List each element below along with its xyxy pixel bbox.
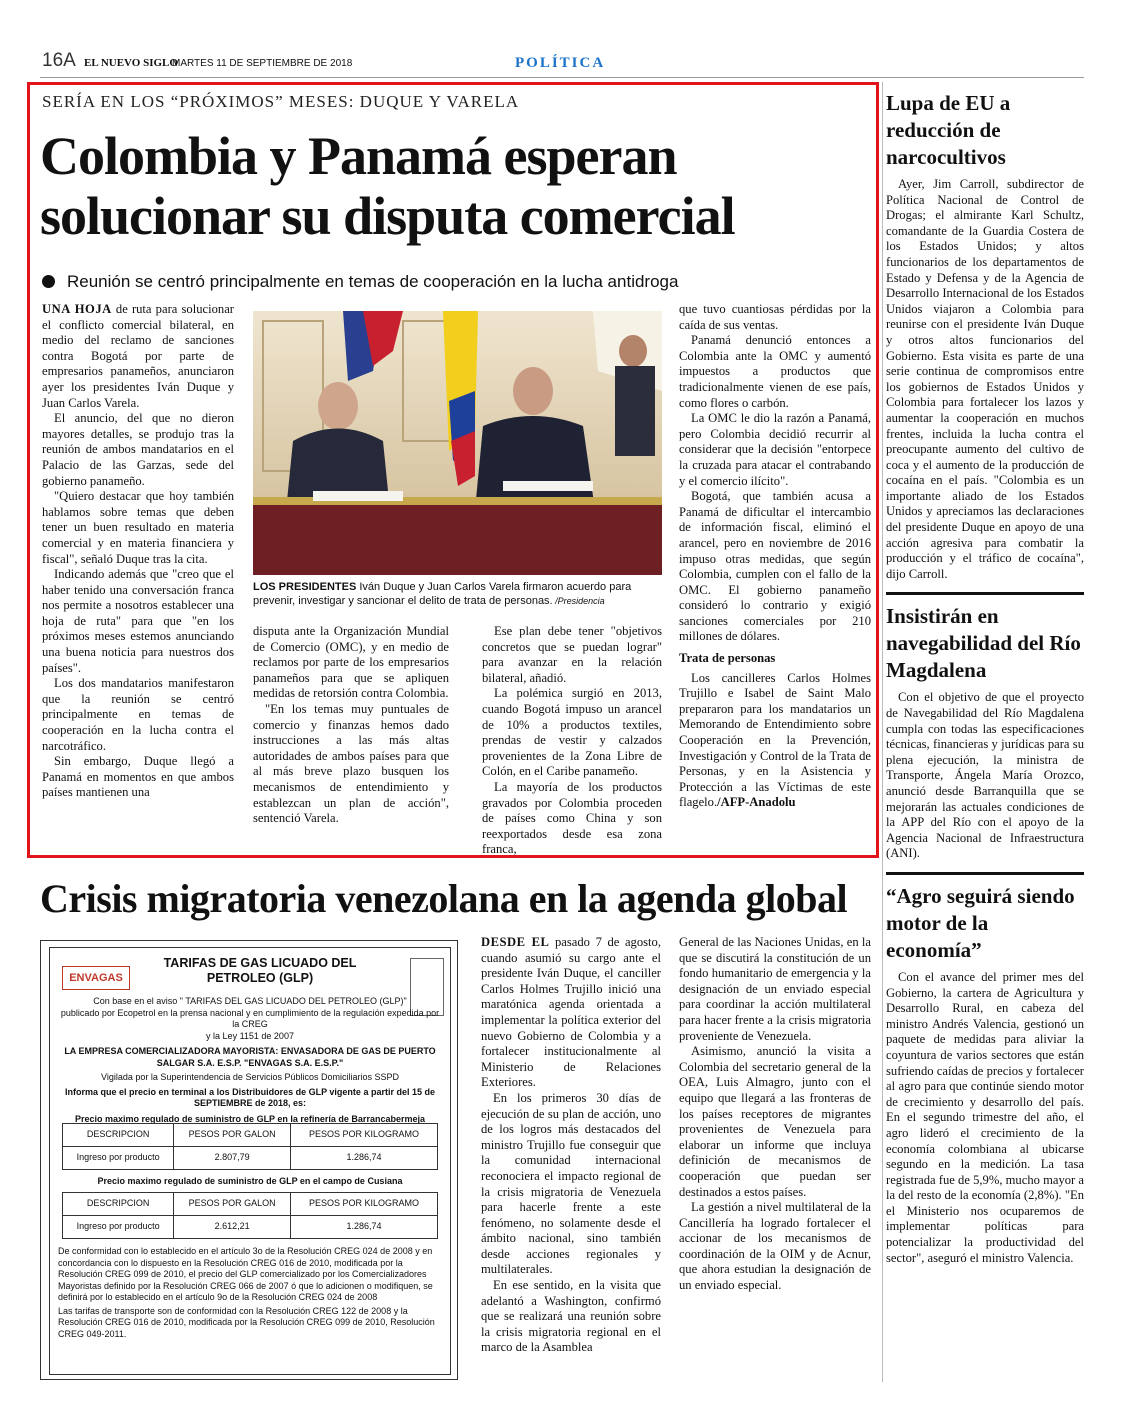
table-cell: 1.286,74	[290, 1216, 437, 1239]
col3-paragraph: La polémica surgió en 2013, cuando Bogotá impuso un arancel de 10% a productos textiles, prendas de vestir y calzados provenientes de la Zona Libre de Colón, en el Caribe panameño.	[482, 686, 662, 779]
sidebar-rule	[886, 592, 1084, 595]
col4-paragraph: La OMC le dio la razón a Panamá, pero Colombia decidió recurrir al considerar que la decisión "entorpece la cruzada para atacar el contrabando y el comercio ilícito".	[679, 411, 871, 488]
ad-footnotes: De conformidad con lo establecido en el artículo 3o de la Resolución CREG 024 de 2008 y en concordancia con lo dispuesto en la Resolución CREG 016 de 2010, modificada por la Resolución CREG 099 de 2010, el precio del GLP comercializado por los Comercializadores Mayoristas definido por la Resolución CREG 066 de 2007 ó que lo adicionen o modifiquen, se definirá por lo establecido en el artículo 9o de la Resolución CREG 024 de 2008 Las tarifas de transporte son de conformidad con la Resolución CREG 122 de 2008 y la Resolución CREG 016 de 2010, modificada por la Resolución CREG 099 de 2010, Resolución CREG 049-2011.	[58, 1246, 435, 1339]
sidebar-headline-3: “Agro seguirá siendo motor de la economía”	[886, 883, 1075, 962]
col3-paragraph: Ese plan debe tener "objetivos concretos que se puedan lograr" para avanzar en la relación bilateral, añadió.	[482, 624, 662, 685]
second-paragraph: En ese sentido, en la visita que adelantó a Washington, confirmó que se realizará una reunión sobre la crisis migratoria regional en el marco de la Asamblea	[481, 1278, 661, 1355]
col2-paragraph: disputa ante la Organización Mundial de Comercio (OMC), y en medio de reclamos por parte de los empresarios panameños para que se apliquen medidas de retorsión contra Colombia.	[253, 624, 449, 701]
col2-paragraph: "En los temas muy puntuales de comercio y finanzas hemos dado instrucciones a las más altas autoridades de ambos países para que al más breve plazo busquen los mecanismos de entendimiento y establezcan un plan de acción", sentenció Varela.	[253, 701, 449, 826]
sidebar-body-3: Con el avance del primer mes del Gobierno, la cartera de Agricultura y Desarrollo Rural, en cabeza del ministro Andrés Valencia, gestionó un paquete de medidas para aliviar la coyuntura de varios sectores que están sufriendo caídas de precios y fortalecer al agro para que continúe siendo motor de crecimiento y desarrollo del país. En el segundo trimestre del año, el agro lideró el crecimiento de la economía colombiana al ubicarse segundo en la medición. La tasa registrada fue de 5,9%, mucho mayor a la del resto de la economía (2,8%). "En el Ministerio nos ocuparemos de implementar políticas para potencializar la productividad del sector", aseguró el ministro Valencia.	[886, 969, 1084, 1265]
col4-paragraph: Los cancilleres Carlos Holmes Trujillo e Isabel de Saint Malo prepararon para los mandatarios un Memorando de Entendimiento sobre Cooperación en la Prevención, Investigación y Control de la Trata de Personas, y en la Asistencia y Protección a las Víctimas de este flagelo./AFP-Anadolu	[679, 670, 871, 810]
price-table-2	[62, 1192, 438, 1239]
col1-paragraph: Indicando además que "creo que el haber tenido una conversación franca nos permite a nosotros establecer una hoja de ruta" para que "en los próximos meses estemos anunciando una buena noticia para nuestros dos países".	[42, 567, 234, 675]
kicker: SERÍA EN LOS “PRÓXIMOS” MESES: DUQUE Y VARELA	[42, 92, 520, 111]
sidebar	[886, 90, 1084, 1266]
main-col-2	[253, 624, 449, 827]
lead-words: DESDE EL	[481, 935, 550, 949]
gas-tariff-ad	[40, 940, 458, 1380]
news-photo	[253, 311, 662, 575]
agency-credit: /AFP-Anadolu	[717, 795, 796, 810]
col4-paragraph: Bogotá, que también acusa a Panamá de dificultar el intercambio de información fiscal, eliminó el arancel, pero en noviembre de 2016 impuso otras medidas, que según Colombia, cumplen con el fallo de la OMC. El gobierno panameño consideró lo contrario y exigió sanciones comerciales por 210 millones de dólares.	[679, 489, 871, 644]
col4-paragraph: Panamá denunció entonces a Colombia ante la OMC y aumentó impuestos a productos que tradicionalmente vienen de ese país, como flores o carbón.	[679, 333, 871, 410]
col4-paragraph: que tuvo cuantiosas pérdidas por la caída de sus ventas.	[679, 302, 871, 332]
table-cell: 2.807,79	[174, 1147, 291, 1170]
sidebar-rule	[886, 872, 1084, 875]
main-col-1	[42, 302, 234, 801]
col1-paragraph: Sin embargo, Duque llegó a Panamá en momentos en que ambos países mantienen una	[42, 754, 234, 800]
ad-title: TARIFAS DE GAS LICUADO DEL PETROLEO (GLP)	[163, 956, 357, 985]
sidebar-divider	[882, 82, 883, 1382]
sidebar-headline-2: Insistirán en navegabilidad del Río Magdalena	[886, 604, 1081, 683]
lead-words: UNA HOJA	[42, 302, 112, 316]
table-cell: Ingreso por producto	[63, 1147, 174, 1170]
page-number: 16A	[42, 50, 76, 71]
envagas-logo: ENVAGAS	[62, 966, 130, 990]
table-cell: 1.286,74	[290, 1147, 437, 1170]
sidebar-body-2: Con el objetivo de que el proyecto de Navegabilidad del Río Magdalena cumpla con todas las especificaciones técnicas, financieras y jurídicas para su plena ejecución, la ministra de Transporte, Ángela María Orozco, anunció desde Barranquilla que se mejorarán las actuales condiciones de la APP del Río con el apoyo de la Agencia Nacional de Infraestructura (ANI).	[886, 690, 1084, 861]
col-header: PESOS POR KILOGRAMO	[290, 1193, 437, 1216]
second-headline: Crisis migratoria venezolana en la agenda global	[40, 876, 848, 921]
presidents-signing-image	[253, 311, 662, 575]
second-col-2	[679, 935, 871, 1294]
ad-frame	[49, 947, 451, 1375]
col-header: PESOS POR GALON	[174, 1124, 291, 1147]
second-paragraph: Asimismo, anunció la visita a Colombia del secretario general de la OEA, Luis Almagro, junto con el equipo que llegará a las fronteras de los países receptores de migrantes provenientes de Venezuela para elaborar un informe que incluya definición de mecanismos de cooperación que puedan ser destinados a estos países.	[679, 1044, 871, 1199]
col1-paragraph: "Quiero destacar que hoy también hablamos sobre temas que deben tener un buen resultado en materia comercial y en materia financiera y fiscal", señaló Duque tras la cita.	[42, 489, 234, 566]
col-header: DESCRIPCION	[63, 1193, 174, 1216]
second-paragraph: General de las Naciones Unidas, en la que se discutirá la constitución de un fondo humanitario de emergencia y la designación de un enviado especial para coordinar la acción multilateral para hacer frente a la crisis migratoria proveniente de Venezuela.	[679, 935, 871, 1043]
section-title: POLÍTICA	[515, 55, 606, 71]
photo-caption	[253, 580, 662, 608]
main-col-4	[679, 302, 871, 811]
col1-paragraph: UNA HOJA de ruta para solucionar el conflicto comercial bilateral, en medio del reclamo de sanciones contra Bogotá por parte de empresarios panameños, anunciaron ayer los presidentes Iván Duque y Juan Carlos Varela.	[42, 302, 234, 410]
col-header: PESOS POR KILOGRAMO	[290, 1124, 437, 1147]
main-headline: Colombia y Panamá esperan solucionar su disputa comercial	[40, 126, 735, 246]
col-header: PESOS POR GALON	[174, 1193, 291, 1216]
col3-paragraph: La mayoría de los productos gravados por Colombia proceden de países como China y son reexportados desde esa zona franca,	[482, 779, 662, 857]
price-table-1	[62, 1123, 438, 1170]
paper-name: EL NUEVO SIGLO	[84, 57, 178, 69]
table-cell: 2.612,21	[174, 1216, 291, 1239]
subhead: Trata de personas	[679, 651, 776, 666]
second-paragraph: En los primeros 30 días de ejecución de su plan de acción, uno de los logros más destacados del ministro Trujillo fue conseguir que la comunidad internacional reconociera el impacto regional de la crisis migratoria de Venezuela para hacerle frente a este fenómeno, no solamente desde el ámbito nacional, sino también desde acciones regionales y multilaterales.	[481, 1090, 661, 1277]
header-rule	[40, 77, 1084, 78]
sidebar-headline-1: Lupa de EU a reducción de narcocultivos	[886, 91, 1011, 169]
summary-line	[42, 272, 678, 292]
second-paragraph: La gestión a nivel multilateral de la Cancillería ha logrado fortalecer el accionar de los mecanismos de coordinación de la OIM y de Acnur, que ahora estudian la designación de un enviado especial.	[679, 1200, 871, 1293]
main-col-3	[482, 624, 662, 858]
sidebar-body-1: Ayer, Jim Carroll, subdirector de Política Nacional de Control de Drogas; el almirante Karl Schultz, comandante de la Guardia Costera de los Estados Unidos; y altos funcionarios de los departamentos de Estado y Defensa y de la Agencia de Desarrollo Internacional de los Estados Unidos viajaron a Colombia para reunirse con el presidente Iván Duque y otros altos funcionarios del Gobierno. Esta visita es parte de una serie continua de compromisos entre los gobiernos de Estados Unidos y Colombia para fortalecer los lazos y aumentar la cooperación en muchos frentes, incluida la lucha contra el preocupante aumento del cultivo de coca y el aumento de la producción de cocaína en el país. "Colombia es un importante aliado de los Estados Unidos y apreciamos las declaraciones del presidente Duque en apoyo de una acción agresiva para combatir la producción y el tráfico de cocaína", dijo Carroll.	[886, 177, 1084, 581]
table-cell: Ingreso por producto	[63, 1216, 174, 1239]
ad-intro: Con base en el aviso " TARIFAS DEL GAS LICUADO DEL PETROLEO (GLP)" publicado por Ecopetrol en la prensa nacional y en cumplimiento de la regulación expedida por la CREG y la Ley 1151 de 2007 LA EMPRESA COMERCIALIZADORA MAYORISTA: ENVASADORA DE GAS DE PUERTO SALGAR S.A. E.S.P. "ENVAGAS S.A. E.S.P." Vigilada por la Superintendencia de Servicios Públicos Domiciliarios SSPD Informa que el precio en terminal a los Distribuidores de GLP vigente a partir del 15 de SEPTIEMBRE de 2018, es: Precio maximo regulado de suministro de GLP en la refinería de Barrancabermeja	[60, 996, 440, 1124]
col1-paragraph: Los dos mandatarios manifestaron que la reunión se centró principalmente en temas de cooperación en la lucha contra el narcotráfico.	[42, 676, 234, 753]
second-col-1	[481, 935, 661, 1356]
second-paragraph: DESDE EL pasado 7 de agosto, cuando asumió su cargo ante el presidente Iván Duque, el canciller Carlos Holmes Trujillo inició una maratónica agenda orientada a implementar la política exterior del nuevo Gobierno de Colombia y a fortalecer institucionalmente al Ministerio de Relaciones Exteriores.	[481, 935, 661, 1090]
col-header: DESCRIPCION	[63, 1124, 174, 1147]
col1-paragraph: El anuncio, del que no dieron mayores detalles, se produjo tras la reunión de ambos mandatarios en el Palacio de las Garzas, sede del gobierno panameño.	[42, 411, 234, 488]
bullet-icon	[42, 275, 55, 288]
caption-text: Iván Duque y Juan Carlos Varela firmaron acuerdo para prevenir, investigar y sancionar el delito de trata de personas.	[253, 581, 632, 607]
summary-text: Reunión se centró principalmente en temas de cooperación en la lucha antidroga	[67, 272, 679, 291]
caption-lead: LOS PRESIDENTES	[253, 581, 357, 593]
table2-title: Precio maximo regulado de suministro de GLP en el campo de Cusiana	[97, 1176, 403, 1186]
photo-credit: /Presidencia	[552, 596, 605, 606]
issue-date: MARTES 11 DE SEPTIEMBRE DE 2018	[172, 58, 353, 69]
